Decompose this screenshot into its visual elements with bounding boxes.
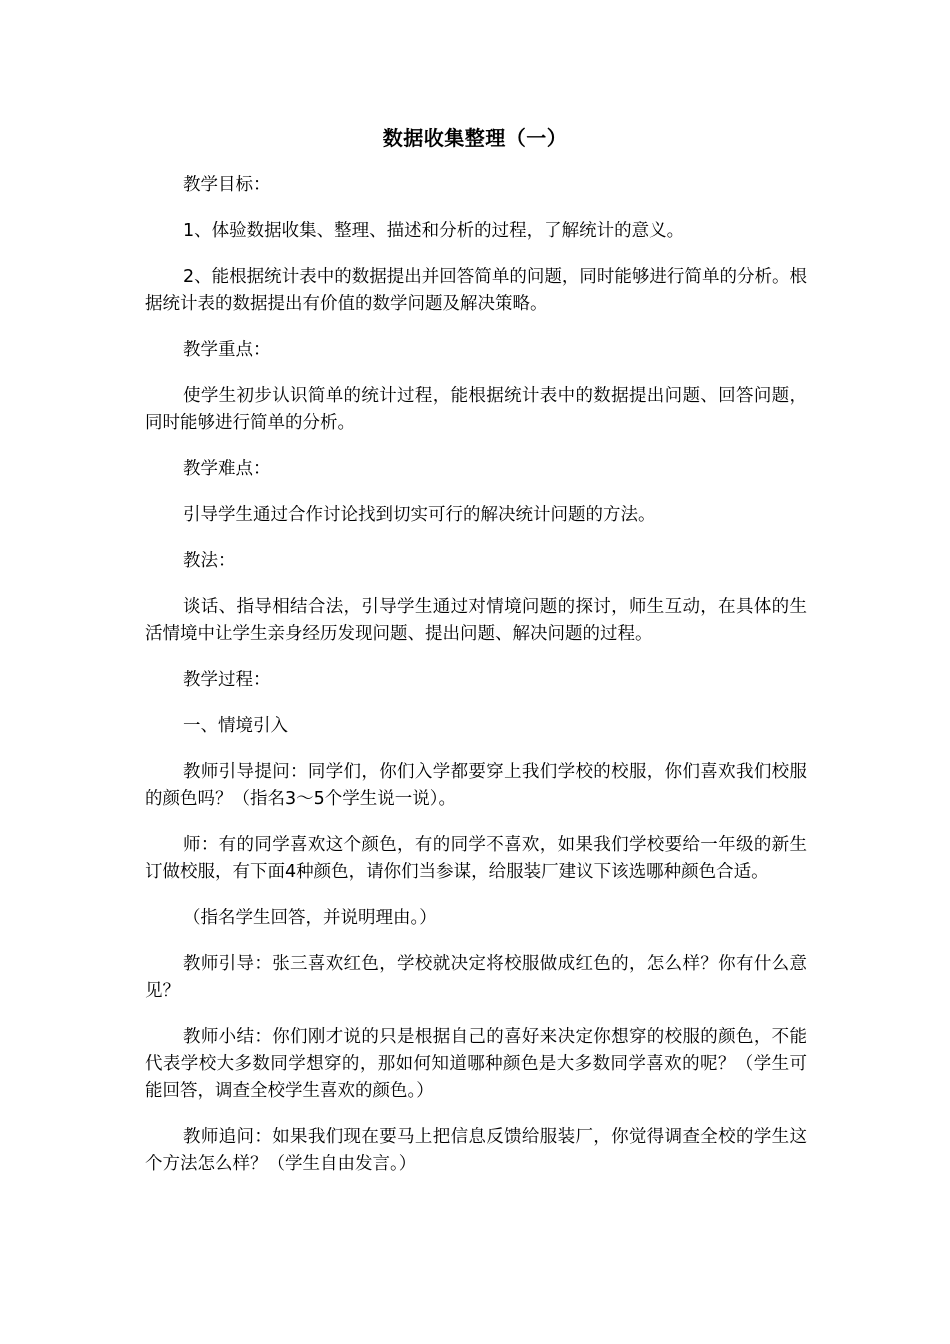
paragraph-objective-1: 1、体验数据收集、整理、描述和分析的过程，了解统计的意义。: [183, 221, 685, 241]
paragraph-methods: 谈话、指导相结合法，引导学生通过对情境问题的探讨，师生互动，在具体的生活情境中让学生亲身经历发现问题、提出问题、解决问题的过程。: [145, 597, 807, 644]
paragraph-difficulties-heading: 教学难点：: [183, 459, 271, 479]
paragraph-section-1-heading: 一、情境引入: [183, 716, 288, 736]
paragraph-difficulties: 引导学生通过合作讨论找到切实可行的解决统计问题的方法。: [183, 505, 656, 525]
document-body: [145, 172, 807, 1197]
paragraph-teacher-summary: 教师小结：你们刚才说的只是根据自己的喜好来决定你想穿的校服的颜色，不能代表学校大多数同学想穿的，那如何知道哪种颜色是大多数同学喜欢的呢？（学生可能回答，调查全校学生喜欢的颜色。）: [145, 1027, 807, 1101]
paragraph-teacher-guidance: 教师引导：张三喜欢红色，学校就决定将校服做成红色的，怎么样？你有什么意见？: [145, 954, 807, 1001]
paragraph-process-heading: 教学过程：: [183, 670, 271, 690]
paragraph-teacher-question: 教师引导提问：同学们，你们入学都要穿上我们学校的校服，你们喜欢我们校服的颜色吗？（指名3～5个学生说一说）。: [145, 762, 807, 809]
document-title: 数据收集整理（一）: [382, 126, 568, 150]
paragraph-key-points-heading: 教学重点：: [183, 340, 271, 360]
paragraph-teacher-statement: 师：有的同学喜欢这个颜色，有的同学不喜欢，如果我们学校要给一年级的新生订做校服，有下面4种颜色，请你们当参谋，给服装厂建议下该选哪种颜色合适。: [145, 835, 807, 882]
paragraph-objective-2: 2、能根据统计表中的数据提出并回答简单的问题，同时能够进行简单的分析。根据统计表的数据提出有价值的数学问题及解决策略。: [145, 267, 807, 314]
paragraph-teacher-followup: 教师追问：如果我们现在要马上把信息反馈给服装厂，你觉得调查全校的学生这个方法怎么样？（学生自由发言。）: [145, 1127, 807, 1174]
paragraph-student-answer: （指名学生回答，并说明理由。）: [183, 908, 437, 928]
paragraph-key-points: 使学生初步认识简单的统计过程，能根据统计表中的数据提出问题、回答问题，同时能够进行简单的分析。: [145, 386, 807, 433]
paragraph-methods-heading: 教法：: [183, 551, 236, 571]
paragraph-objectives-heading: 教学目标：: [183, 175, 271, 195]
